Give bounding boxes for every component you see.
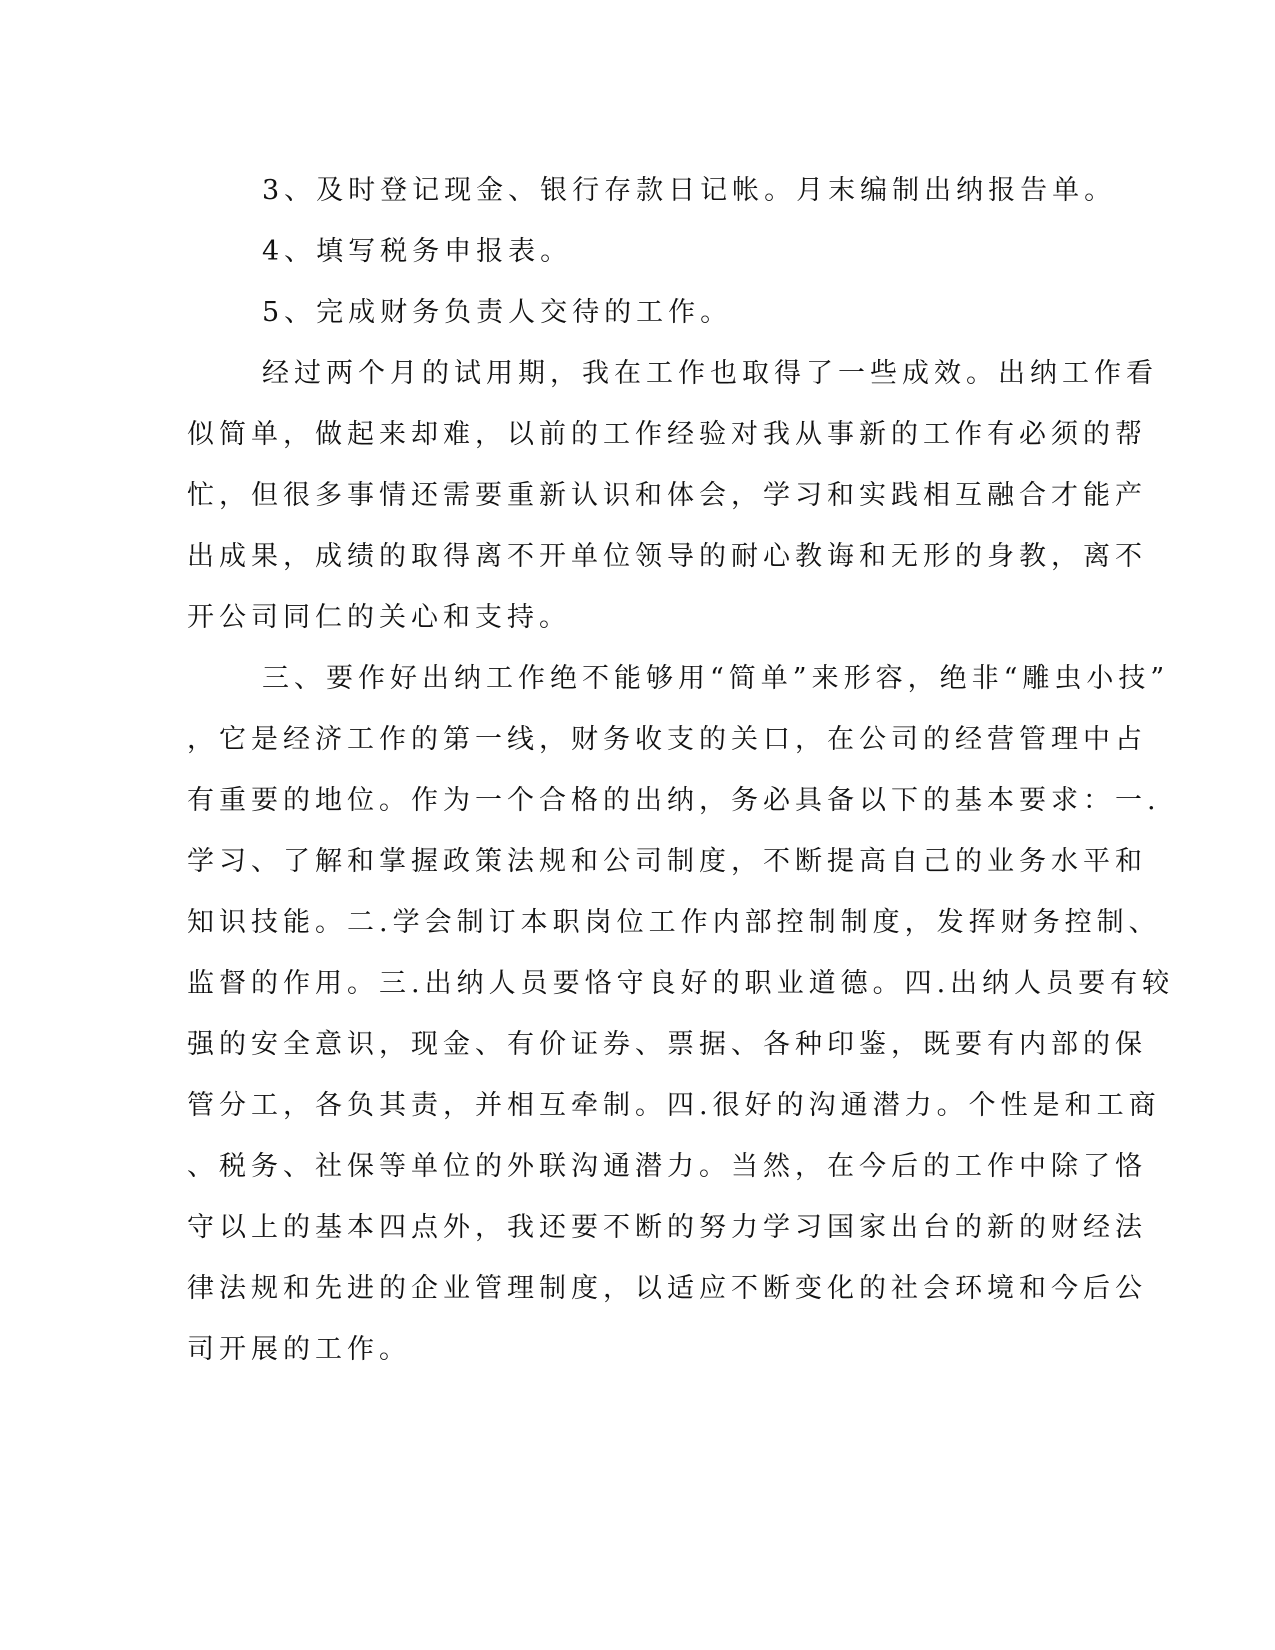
paragraph-line: 出成果，成绩的取得离不开单位领导的耐心教诲和无形的身教，离不: [187, 541, 1147, 572]
paragraph-line: 管分工，各负其责，并相互牵制。四.很好的沟通潜力。个性是和工商: [187, 1090, 1161, 1121]
paragraph-line: 学习、了解和掌握政策法规和公司制度，不断提高自己的业务水平和: [187, 846, 1147, 877]
paragraph-line: 强的安全意识，现金、有价证券、票据、各种印鉴，既要有内部的保: [187, 1029, 1147, 1060]
list-item-4: 4、填写税务申报表。: [262, 236, 573, 267]
paragraph-line: 律法规和先进的企业管理制度，以适应不断变化的社会环境和今后公: [187, 1273, 1147, 1304]
paragraph-line: 经过两个月的试用期，我在工作也取得了一些成效。出纳工作看: [262, 358, 1158, 389]
paragraph-line: 司开展的工作。: [187, 1334, 411, 1365]
probation-summary-paragraph: [187, 343, 1158, 648]
paragraph-line: 开公司同仁的关心和支持。: [187, 602, 571, 633]
cashier-requirements-paragraph: [187, 648, 1175, 1380]
paragraph-line: 监督的作用。三.出纳人员要恪守良好的职业道德。四.出纳人员要有较: [187, 968, 1175, 999]
paragraph-line: 三、要作好出纳工作绝不能够用“简单”来形容，绝非“雕虫小技”: [262, 663, 1170, 694]
paragraph-line: 忙，但很多事情还需要重新认识和体会，学习和实践相互融合才能产: [187, 480, 1147, 511]
list-item-5: 5、完成财务负责人交待的工作。: [262, 297, 733, 328]
document-body: [187, 160, 1175, 1380]
paragraph-line: 有重要的地位。作为一个合格的出纳，务必具备以下的基本要求：一.: [187, 785, 1161, 816]
paragraph-line: ，它是经济工作的第一线，财务收支的关口，在公司的经营管理中占: [187, 724, 1147, 755]
paragraph-line: 守以上的基本四点外，我还要不断的努力学习国家出台的新的财经法: [187, 1212, 1147, 1243]
paragraph-line: 似简单，做起来却难，以前的工作经验对我从事新的工作有必须的帮: [187, 419, 1147, 450]
paragraph-line: 知识技能。二.学会制订本职岗位工作内部控制制度，发挥财务控制、: [187, 907, 1161, 938]
duty-list: [187, 160, 1117, 343]
paragraph-line: 、税务、社保等单位的外联沟通潜力。当然，在今后的工作中除了恪: [187, 1151, 1147, 1182]
list-item-3: 3、及时登记现金、银行存款日记帐。月末编制出纳报告单。: [262, 175, 1117, 206]
